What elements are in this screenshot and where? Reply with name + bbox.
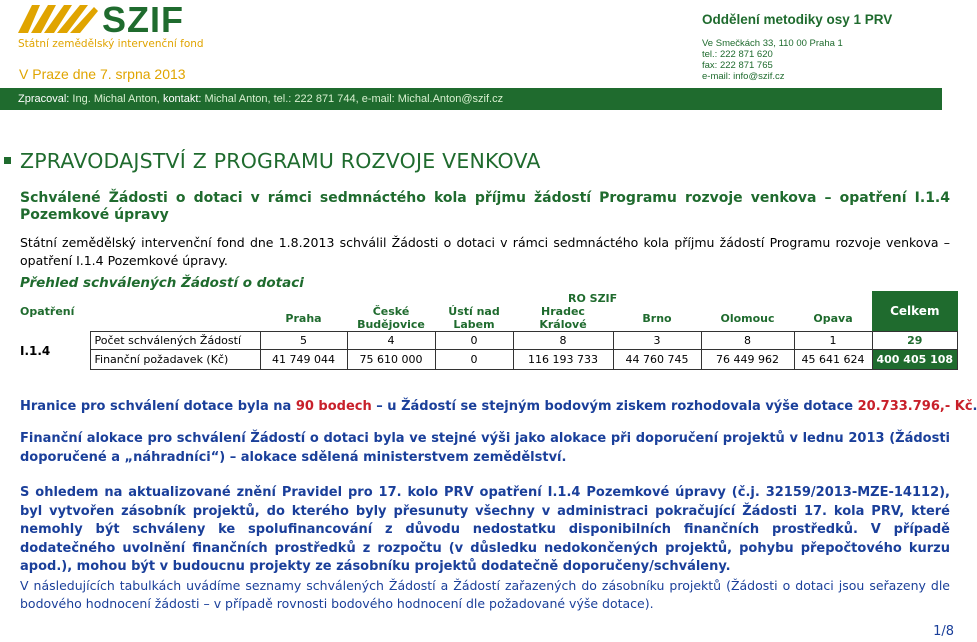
col-header-brno: Brno (642, 311, 672, 325)
threshold-text-3: . (972, 399, 977, 414)
szif-logo (18, 2, 218, 60)
table-cell: 8 (701, 332, 794, 350)
page-number: 1/8 (933, 624, 954, 639)
table-cell: 3 (613, 332, 701, 350)
table-cell: 1 (794, 332, 872, 350)
col-header-usti-nad-labem: Ústí nad Labem (448, 305, 500, 331)
kontakt-value: Michal Anton, tel.: 222 871 744, e-mail: Michal.Anton@szif.cz (204, 93, 504, 105)
table-row (18, 332, 958, 350)
table-cell: 5 (260, 332, 347, 350)
table-cell: 0 (435, 350, 513, 370)
department-address: Ve Smečkách 33, 110 00 Praha 1 (702, 38, 843, 49)
threshold-note (20, 399, 977, 414)
threshold-text-1: Hranice pro schválení dotace byla na (20, 399, 296, 414)
col-header-opatreni: Opatření (20, 304, 75, 318)
table-cell: 76 449 962 (701, 350, 794, 370)
section-title: Přehled schválených Žádostí o dotaci (20, 275, 304, 291)
allocation-paragraph: Finanční alokace pro schválení Žádostí o dotaci byla ve stejné výši jako alokace při doporučení projektů v lednu 2013 (Žádosti doporučené a „náhradníci“) – alokace sdělená ministerstvem zemědělství. (20, 431, 950, 465)
row-label: Finanční požadavek (Kč) (90, 350, 260, 370)
table-cell: 75 610 000 (347, 350, 435, 370)
intro-paragraph-line-1: Státní zemědělský intervenční fond dne 1.8.2013 schválil Žádosti o dotaci v rámci sedmnáctého kola příjmu žádostí Programu rozvoje venkova – (20, 235, 950, 250)
zpracoval-label: Zpracoval: (18, 93, 70, 105)
row-label: Počet schválených Žádostí (90, 332, 260, 350)
table-cell: 0 (435, 332, 513, 350)
subtitle-line-1: Schválené Žádosti o dotaci v rámci sedmnáctého kola příjmu žádostí Programu rozvoje venkova – opatření I.1.4 (20, 190, 950, 206)
square-bullet-icon (4, 157, 11, 164)
total-cell: 29 (872, 332, 958, 350)
reserve-paragraph: S ohledem na aktualizované znění Pravidel pro 17. kolo PRV opatření I.1.4 Pozemkové úpravy (č.j. 32159/2013-MZE-14112), byl vytvořen zásobník projektů, do kterého byly přesunuty všechny v administraci pokračující Žádosti 17. kola PRV, které nemohly být schváleny ke spolufinancování z důvodu nedostatku disponibilních finančních prostředků. V případě dodatečného uvolnění finančních prostředků z rozpočtu (v důsledku nedokončených projektů, pohybu přepočtového kurzu apod.), mohou být v budoucnu projekty ze zásobníku projektů dodatečně doporučeny/schváleny. (20, 485, 950, 574)
zpracoval-value: Ing. Michal Anton, (72, 93, 160, 105)
col-header-olomouc: Olomouc (720, 311, 775, 325)
table-cell: 44 760 745 (613, 350, 701, 370)
author-bar (0, 88, 942, 110)
document-date: V Praze dne 7. srpna 2013 (19, 66, 186, 82)
kontakt-label: kontakt: (162, 93, 202, 105)
col-header-praha: Praha (285, 311, 322, 325)
threshold-amount: 20.733.796,- Kč (857, 399, 973, 414)
total-cell: 400 405 108 (872, 350, 958, 370)
col-header-ceske-budejovice: České Budějovice (357, 305, 425, 331)
logo-subtitle: Státní zemědělský intervenční fond (18, 38, 204, 50)
table-cell: 41 749 044 (260, 350, 347, 370)
col-header-hradec-kralove: Hradec Králové (539, 305, 587, 331)
page-title: ZPRAVODAJSTVÍ Z PROGRAMU ROZVOJE VENKOVA (20, 149, 541, 173)
threshold-points: 90 bodech (295, 399, 372, 414)
table-cell: 4 (347, 332, 435, 350)
logo-wordmark: SZIF (102, 0, 184, 40)
opatreni-value: I.1.4 (20, 343, 51, 358)
table-cell: 8 (513, 332, 613, 350)
wheat-rays-icon (18, 5, 98, 33)
department-name: Oddělení metodiky osy 1 PRV (702, 12, 893, 27)
tables-intro-paragraph: V následujících tabulkách uvádíme seznamy schválených Žádostí a Žádostí zařazených do zásobníku projektů (Žádosti o dotaci jsou seřazeny dle bodového hodnocení žádosti – v případě rovnosti bodového hodnocení dle požadované výše dotace). (20, 578, 950, 611)
department-tel: tel.: 222 871 620 (702, 49, 773, 60)
intro-paragraph-line-2: opatření I.1.4 Pozemkové úpravy. (20, 253, 228, 268)
department-fax: fax: 222 871 765 (702, 60, 773, 71)
table-cell: 45 641 624 (794, 350, 872, 370)
table-row (18, 350, 958, 370)
col-header-opava: Opava (813, 311, 853, 325)
subtitle-line-2: Pozemkové úpravy (20, 207, 169, 223)
approved-applications-table (18, 291, 958, 370)
threshold-text-2: – u Žádostí se stejným bodovým ziskem rozhodovala výše dotace (371, 399, 858, 414)
department-email: e-mail: info@szif.cz (702, 71, 785, 82)
col-header-ro-szif: RO SZIF (568, 291, 618, 305)
col-header-celkem: Celkem (872, 291, 958, 332)
table-cell: 116 193 733 (513, 350, 613, 370)
